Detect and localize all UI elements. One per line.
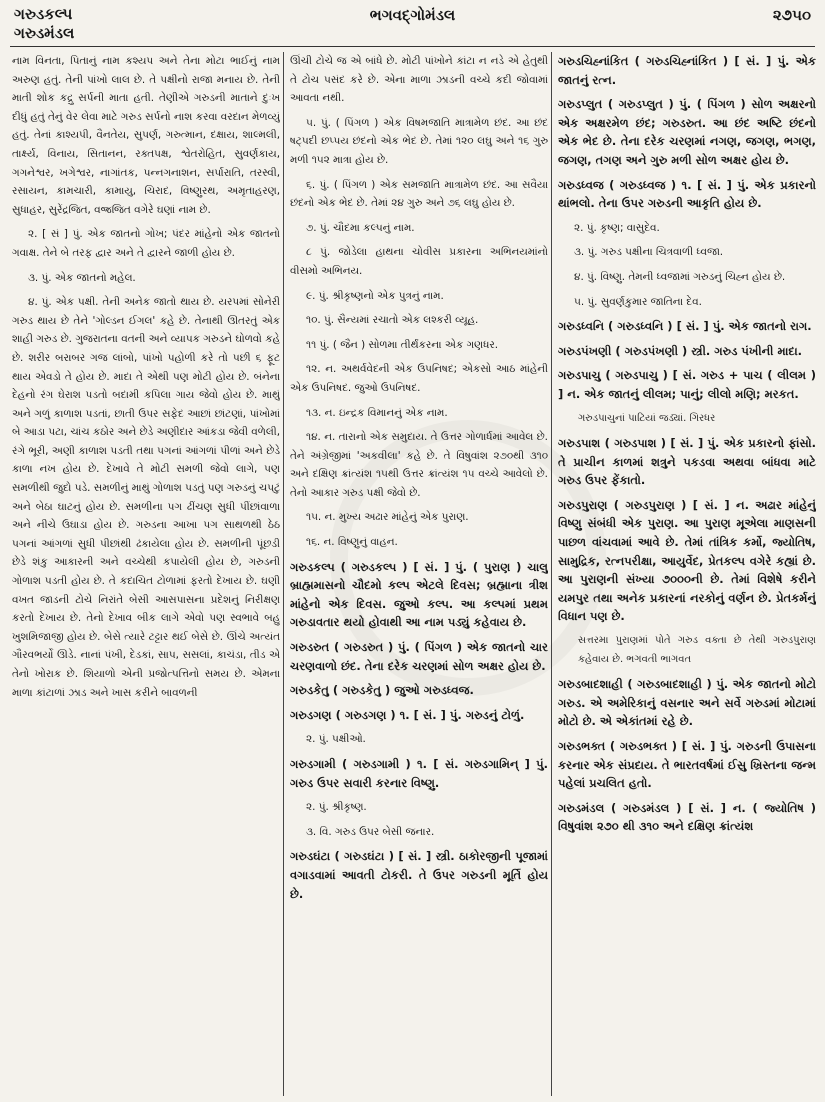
header-rule: [10, 46, 815, 47]
quotation: સત્તરમા પુરાણમાં પોતે ગરુડ વક્તા છે તેથી ગરુડપુરાણ કહેવાય છે. ભગવતી ભાગવત: [578, 635, 816, 665]
headword-entry: ગરુડભક્ત ( ગરુડભક્ત ) [ સં. ] પું. ગરુડની ઉપાસના કરનાર એક સંપ્રદાય. તે ભારતવર્ષમાં ઈસુ ખ્રિસ્તના જન્મ પહેલાં પ્રચલિત હતો.: [558, 739, 816, 791]
entry-sense: ૧૬. ન. વિષ્ણુનું વાહન.: [306, 536, 398, 549]
entry-sense: ૧૫. ન. મુખ્ય અઢાર માંહેનું એક પુરાણ.: [306, 511, 469, 524]
entry-sense: ૧૦. પું. સૈન્યમાં રચાતો એક લશ્કરી વ્યૂહ.: [306, 314, 479, 327]
entry-sense: ૧૪. ન. તારાનો એક સમુદાય. તે ઉત્તર ગોળાર્ધમાં આવેલ છે. તેને અંગ્રેજીમાં 'અકવીલા' કહે છે. તે વિષુવાંશ ૨૭૦થી ૩૧૦ અને દક્ષિણ ક્રાંત્યંશ ૧૫થી ઉત્તર ક્રાંત્યંશ ૧૫ વચ્ચે આવેલો છે. તેનો આકાર ગરુડ પક્ષી જેવો છે.: [290, 431, 548, 499]
headword-entry: ગરુડપાચુ ( ગરુડપાચુ ) [ સં. ગરુડ + પાચ ( લીલમ ) ] ન. એક જાતનું લીલમ; પાનું; લીલો મણિ; મરકત.: [558, 368, 816, 401]
entry-sense: ૭. પું. ચૌદમા કલ્પનું નામ.: [306, 221, 415, 234]
entry-text: નામ વિનતા, પિતાનું નામ કશ્યપ અને તેના મોટા ભાઈનું નામ અરુણ હતું. તેની પાંખો લાલ છે. તે પક્ષીનો રાજા મનાય છે. તેની માતી શોક કદ્રુ સર્પની માતા હતી. તેણીએ ગરુડની માતાને દુઃખ દીધું હતું તેનું વેર લેવા માટે ગરુડ સર્પનો નાશ કરવા વરદાન મેળવ્યું હતું. તેનાં કાશ્યપી, વૈનતેય, સુપર્ણ, ગરુત્માન, દક્ષાય, શાલ્મલી, તાર્ક્ષ્ય, વિનાય, સિતાનન, રક્તપક્ષ, શ્વેતરોહિત, સુવર્ણકાય, ગગનેશ્વર, ખગેશ્વર, નાગાંતક, પન્નગનાશન, સર્પારાતિ, તરસ્વી, રસાયન, કામચારી, કામાયુ, ચિરાદ, વિષ્ણુરથ, અમૃતાહરણ, સુધાહર, સુરેંદ્રજિત, વજ્રજિત વગેરે ઘણાં નામ છે.: [12, 55, 280, 216]
entry-sense: ૧૩. ન. ઇન્દ્રક વિમાનનું એક નામ.: [306, 406, 448, 419]
headword-entry: ગરુડધ્વનિ ( ગરુડધ્વનિ ) [ સં. ] પું. એક જાતનો રાગ.: [558, 319, 812, 334]
headword-entry: ગરુડપંખણી ( ગરુડપંખણી ) સ્ત્રી. ગરુડ પંખીની માદા.: [558, 343, 803, 358]
entry-sense: ૩. પું. ગરુડ પક્ષીના ચિત્રવાળી ધ્વજા.: [574, 246, 724, 259]
headword-entry: ગરુડઘંટા ( ગરુડઘંટા ) [ સં. ] સ્ત્રી. ઠાકોરજીની પૂજામાં વગાડવામાં આવતી ટોકરી. તે ઉપર ગરુડની મૂર્તિ હોય છે.: [290, 849, 548, 901]
headword-entry: ગરુડપાશ ( ગરુડપાશ ) [ સં. ] પું. એક પ્રકારનો ફાંસો. તે પ્રાચીન કાળમાં શત્રુને પકડવા અથવા બાંધવા માટે ગરુડ ઉપર ફેંકાતો.: [558, 436, 816, 488]
entry-text: ઊંચી ટોચે જ એ બાંધે છે. મોટી પાંખોને કાંટા ન નડે એ હેતુથી તે ટોચ પસંદ કરે છે. એના માળા ઝાડની વચ્ચે કદી જોવામાં આવતા નથી.: [290, 55, 548, 105]
column-3: [558, 52, 816, 1096]
headword-entry: ગરુડચિહ્નાંકિત ( ગરુડચિહ્નાંકિત ) [ સં. ] પું. એક જાતનું રત્ન.: [558, 54, 816, 87]
headword-entry: ગરુડધ્વજ ( ગરુડધ્વજ ) ૧. [ સં. ] પું. એક પ્રકારનો થાંભલો. તેના ઉપર ગરુડની આકૃતિ હોય છે.: [558, 177, 816, 211]
entry-sense: ૬. પું. ( પિંગળ ) એક સમજાતિ માત્રામેળ છંદ. આ સવૈયા છંદનો એક ભેદ છે. તેમાં ૨૪ ગુરુ અને ૭૬ લઘુ હોય છે.: [290, 178, 548, 210]
entry-sense: ૨. પું. કૃષ્ણ; વાસુદેવ.: [574, 221, 660, 234]
book-title: ભગવદ્ગોમંડલ: [369, 6, 456, 24]
entry-sense: ૧૨. ન. અથર્વવેદની એક ઉપનિષદ; એકસો આઠ માંહેની એક ઉપનિષદ. જુઓ ઉપનિષદ.: [290, 363, 548, 394]
column-divider: [551, 52, 552, 1096]
headword-entry: ગરુડપ્લુત ( ગરુડપ્લુત ) પું. ( પિંગળ ) સોળ અક્ષરનો એક અક્ષરમેળ છંદ; ગરુડરુત. આ છંદ અષ્ટિ છંદનો એક ભેદ છે. તેના દરેક ચરણમાં નગણ, જગણ, ભગણ, જગણ, તગણ અને ગુરુ મળી સોળ અક્ષર હોય છે.: [558, 97, 816, 167]
entry-sense: ૨. પું. પક્ષીઓ.: [306, 733, 366, 746]
page-number: ૨૭૫૦: [772, 6, 811, 24]
headword-entry: ગરુડગણ ( ગરુડગણ ) ૧. [ સં. ] પું. ગરુડનું ટોળું.: [290, 707, 525, 722]
headword-entry: ગરુડકેતુ ( ગરુડકેતુ ) જુઓ ગરુડધ્વજ.: [290, 683, 474, 698]
entry-sense: ૩. વિ. ગરુડ ઉપર બેસી જનાર.: [306, 825, 435, 838]
headword-entry: ગરુડમંડલ ( ગરુડમંડલ ) [ સં. ] ન. ( જ્યોતિષ ) વિષુવાંશ ૨૭૦ થી ૩૧૦ અને દક્ષિણ ક્રાંત્યંશ: [558, 800, 816, 834]
headword-entry: ગરુડબાદશાહી ( ગરુડબાદશાહી ) પું. એક જાતનો મોટો ગરુડ. એ અમેરિકાનું વસનાર અને સર્વે ગરુડમાં મોટામાં મોટો છે. એ એકાંતમાં રહે છે.: [558, 677, 816, 729]
entry-sense: ૮ પું. જોડેલા હાથના ચોવીસ પ્રકારના અભિનયમાંનો વીસમો અભિનય.: [290, 246, 548, 277]
headword-entry: ગરુડપુરાણ ( ગરુડપુરાણ ) [ સં. ] ન. અઢાર માંહેનું વિષ્ણુ સંબંધી એક પુરાણ. આ પુરાણ મૂએલા માણસની પાછળ વાંચવામાં આવે છે. તેમાં તાંત્રિક કર્મો, જ્યોતિષ, સામુદ્રિક, રત્નપરીક્ષા, આયુર્વેદ, પ્રેતકલ્પ વગેરે કહ્યાં છે. આ પુરાણની સંખ્યા ૭૦૦૦ની છે. તેમાં વિશેષે કરીને યમપુર તથા અનેક પ્રકારનાં નરકોનું વર્ણન છે. પ્રેતકર્મનું વિધાન પણ છે.: [558, 497, 816, 624]
headword-entry: ગરુડકલ્પ ( ગરુડકલ્પ ) [ સં. ] પું. ( પુરાણ ) ચાલુ બ્રાહ્મમાસનો ચૌદમો કલ્પ એટલે દિવસ; બ્રહ્માના ત્રીશ માંહેનો એક દિવસ. જુઓ કલ્પ. આ કલ્પમાં પ્રથમ ગરુડાવતાર થયો હોવાથી આ નામ પડ્યું કહેવાય છે.: [290, 559, 548, 630]
entry-sense: ૫. પું. સુવર્ણકુમાર જાતિના દેવ.: [574, 295, 702, 308]
column-2: [290, 52, 548, 1096]
quotation: ગરુડપાચુનાં પાટિયાં જડ્યાં. ગિરધર: [578, 412, 716, 424]
headword-entry: ગરુડરુત ( ગરુડરુત ) પું. ( પિંગળ ) એક જાતનો ચાર ચરણવાળો છંદ. તેના દરેક ચરણમાં સોળ અક્ષર હોય છે.: [290, 640, 548, 673]
entry-sense: ૯. પું. શ્રીકૃષ્ણનો એક પુત્રનું નામ.: [306, 289, 444, 302]
page-header: [0, 0, 825, 48]
entry-sense: ૪. પું. એક પક્ષી. તેની અનેક જાતો થાય છે. યરપમાં સોનેરી ગરુડ થાય છે તેને 'ગોલ્ડન ઈગલ' કહે છે. તેનાથી ઊતરતું એક શાહી ગરુડ છે. ગુજરાતના વતની અને વ્યાપક ગરુડને ઘોળવો કહે છે. શરીર બરાબર ગજ લાંબો, પાંખો પહોળી કરે તો પછી ૬ ફૂટ થાય એવડો તે હોય છે. માદા તે એથી પણ મોટી હોય છે. બંનેના દેહનો રંગ ઘેરાશ પડતો બદામી કપિલા ગાય જેવો હોય છે. માથું અને ગળું કાળાશ પડતાં, છાતી ઉપર સફેદ આછાં છાંટણાં, પાંખોમાં બે આડા પટા, ચાંચ કઠોર અને છેડે અણીદાર આંકડા જેવી વળેલી, રંગે ભૂરી, અણી કાળાશ પડતી તથા પગનાં આંગળાં પીળાં અને છેડે કાળા નખ હોય છે. દેખાવે તે મોટી સમળી જેવો લાગે, પણ સમળીથી જુદો પડે. સમળીનું માથું ગોળાશ પડતું પણ ગરુડનું ચપટું અને બેઠા ઘાટનું હોય છે. સમળીના પગ ઢીંચણ સુધી પીંછાંવાળા અને નીચે ઉઘાડા હોય છે. ગરુડના આખા પગ સાથળથી ઠેઠ પગનાં આંગળાં સુધી પીછાંથી ઢંકાયેલા હોય છે. સમળીની પૂંછડી છેડે શંકુ આકારની અને વચ્ચેથી કપાયેલી હોય છે, ગરુડની ગોળાશ પડતી હોય છે. તે કદાચિત ટોળામાં ફરતો દેખાય છે. ઘણી વખત જાડની ટોચે નિરાંતે બેસી આસપાસના પ્રદેશનું નિરીક્ષણ કરતો દેખાય છે. તેનો દેખાવ બીક લાગે એવો પણ સ્વભાવે બહુ ખુશમિજાજી હોય છે. બેસે ત્યારે ટટ્ટાર થઈ બેસે છે. ઊંચે અત્યંત ગૌરવભર્યો ઊડે. નાનાં પંખી, દેડકાં, સાપ, સસલાં, કાચંડા, તીડ એ તેનો ખોરાક છે. શિયાળો એની પ્રજોત્પત્તિનો સમય છે. એમના માળા કાંટાળાં ઝાડ અને ખાસ કરીને બાવળની: [12, 296, 280, 699]
entry-sense: ૪. પું. વિષ્ણુ. તેમની ધ્વજામાં ગરુડનું ચિહ્ન હોય છે.: [574, 270, 786, 283]
column-1: [12, 52, 280, 1096]
entry-sense: ૩. પું. એક જાતનો મહેલ.: [28, 271, 136, 284]
entry-sense: ૨. [ સં ] પું. એક જાતનો ગોખ; પંદર માંહેનો એક જાતનો ગવાક્ષ. તેને બે તરફ દ્વાર અને તે દ્વારને જાળી હોય છે.: [12, 228, 280, 259]
entry-sense: ૧૧ પું. ( જૈન ) સોળમા તીર્થંકરના એક ગણધર.: [306, 338, 499, 351]
headword-entry: ગરુડગામી ( ગરુડગામી ) ૧. [ સં. ગરુડગામિન્ ] પું. ગરુડ ઉપર સવારી કરનાર વિષ્ણુ.: [290, 757, 548, 790]
running-head-first-word: ગરુડકલ્પ: [14, 5, 73, 23]
entry-sense: ૨. પું. શ્રીકૃષ્ણ.: [306, 801, 367, 814]
column-divider: [283, 52, 284, 1096]
running-head-last-word: ગરુડમંડલ: [14, 24, 75, 42]
entry-sense: ૫. પું. ( પિંગળ ) એક વિષમજાતિ માત્રામેળ છંદ. આ છંદ ષટ્પદી છપ્પય છંદનો એક ભેદ છે. તેમાં ૧૨૦ લઘુ અને ૧૬ ગુરુ મળી ૧૫૨ માત્રા હોય છે.: [290, 116, 548, 166]
